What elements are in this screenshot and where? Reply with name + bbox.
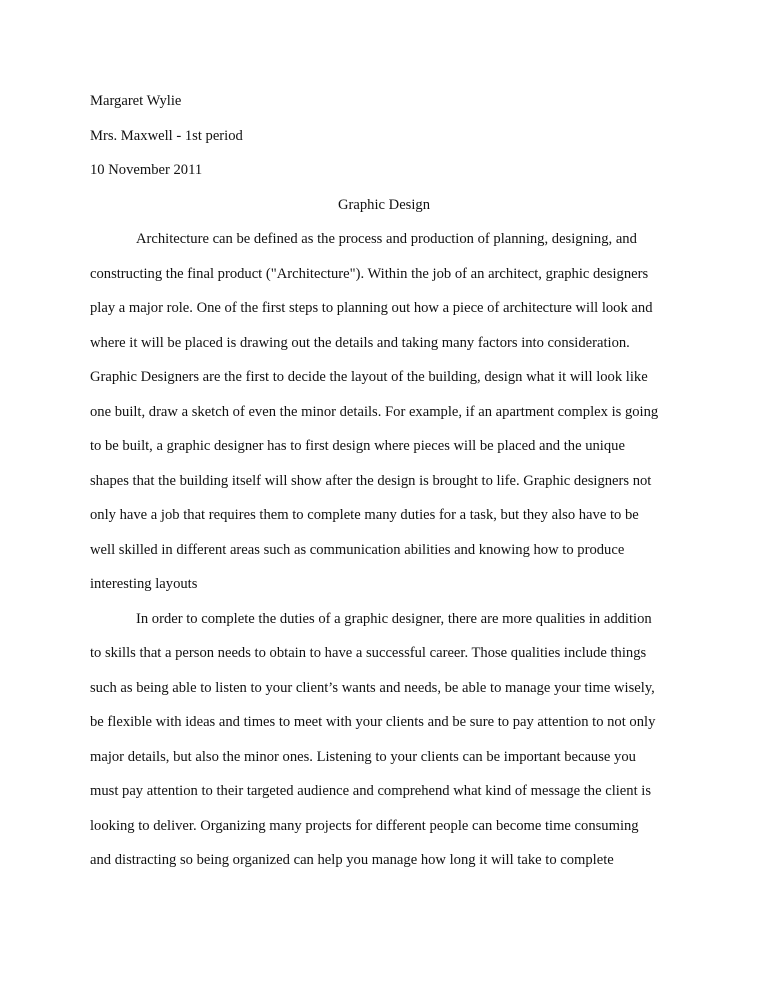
date: 10 November 2011 bbox=[90, 162, 203, 178]
paragraph-line: shapes that the building itself will show after the design is brought to life. Graphic designers not bbox=[90, 473, 652, 489]
paragraph-line: well skilled in different areas such as communication abilities and knowing how to produce bbox=[90, 542, 625, 558]
author-name: Margaret Wylie bbox=[90, 93, 182, 109]
paragraph-line: be flexible with ideas and times to meet with your clients and be sure to pay attention to not only bbox=[90, 714, 656, 730]
paragraph-line: only have a job that requires them to complete many duties for a task, but they also have to be bbox=[90, 507, 639, 523]
paragraph-line: major details, but also the minor ones. Listening to your clients can be important because you bbox=[90, 749, 636, 765]
teacher-period: Mrs. Maxwell - 1st period bbox=[90, 128, 243, 144]
paragraph-line: to be built, a graphic designer has to first design where pieces will be placed and the unique bbox=[90, 438, 625, 454]
paragraph-line: one built, draw a sketch of even the minor details. For example, if an apartment complex is going bbox=[90, 404, 659, 420]
paragraph-line: play a major role. One of the first steps to planning out how a piece of architecture will look and bbox=[90, 300, 653, 316]
paragraph-line: interesting layouts bbox=[90, 576, 198, 592]
paragraph-line: Graphic Designers are the first to decide the layout of the building, design what it will look like bbox=[90, 369, 648, 385]
paragraph-line: must pay attention to their targeted audience and comprehend what kind of message the client is bbox=[90, 783, 652, 799]
paragraph-line: looking to deliver. Organizing many projects for different people can become time consuming bbox=[90, 818, 639, 834]
paragraph-line: to skills that a person needs to obtain to have a successful career. Those qualities include things bbox=[90, 645, 647, 661]
paragraph-line: where it will be placed is drawing out the details and taking many factors into consideration. bbox=[90, 335, 630, 351]
paragraph-line: Architecture can be defined as the process and production of planning, designing, and bbox=[136, 231, 637, 247]
paragraph-line: such as being able to listen to your client’s wants and needs, be able to manage your time wisely, bbox=[90, 680, 655, 696]
paragraph-line: and distracting so being organized can help you manage how long it will take to complete bbox=[90, 852, 614, 868]
paragraph-line: In order to complete the duties of a graphic designer, there are more qualities in addition bbox=[136, 611, 652, 627]
essay-title: Graphic Design bbox=[338, 197, 430, 213]
paragraph-line: constructing the final product ("Architecture"). Within the job of an architect, graphic designers bbox=[90, 266, 649, 282]
